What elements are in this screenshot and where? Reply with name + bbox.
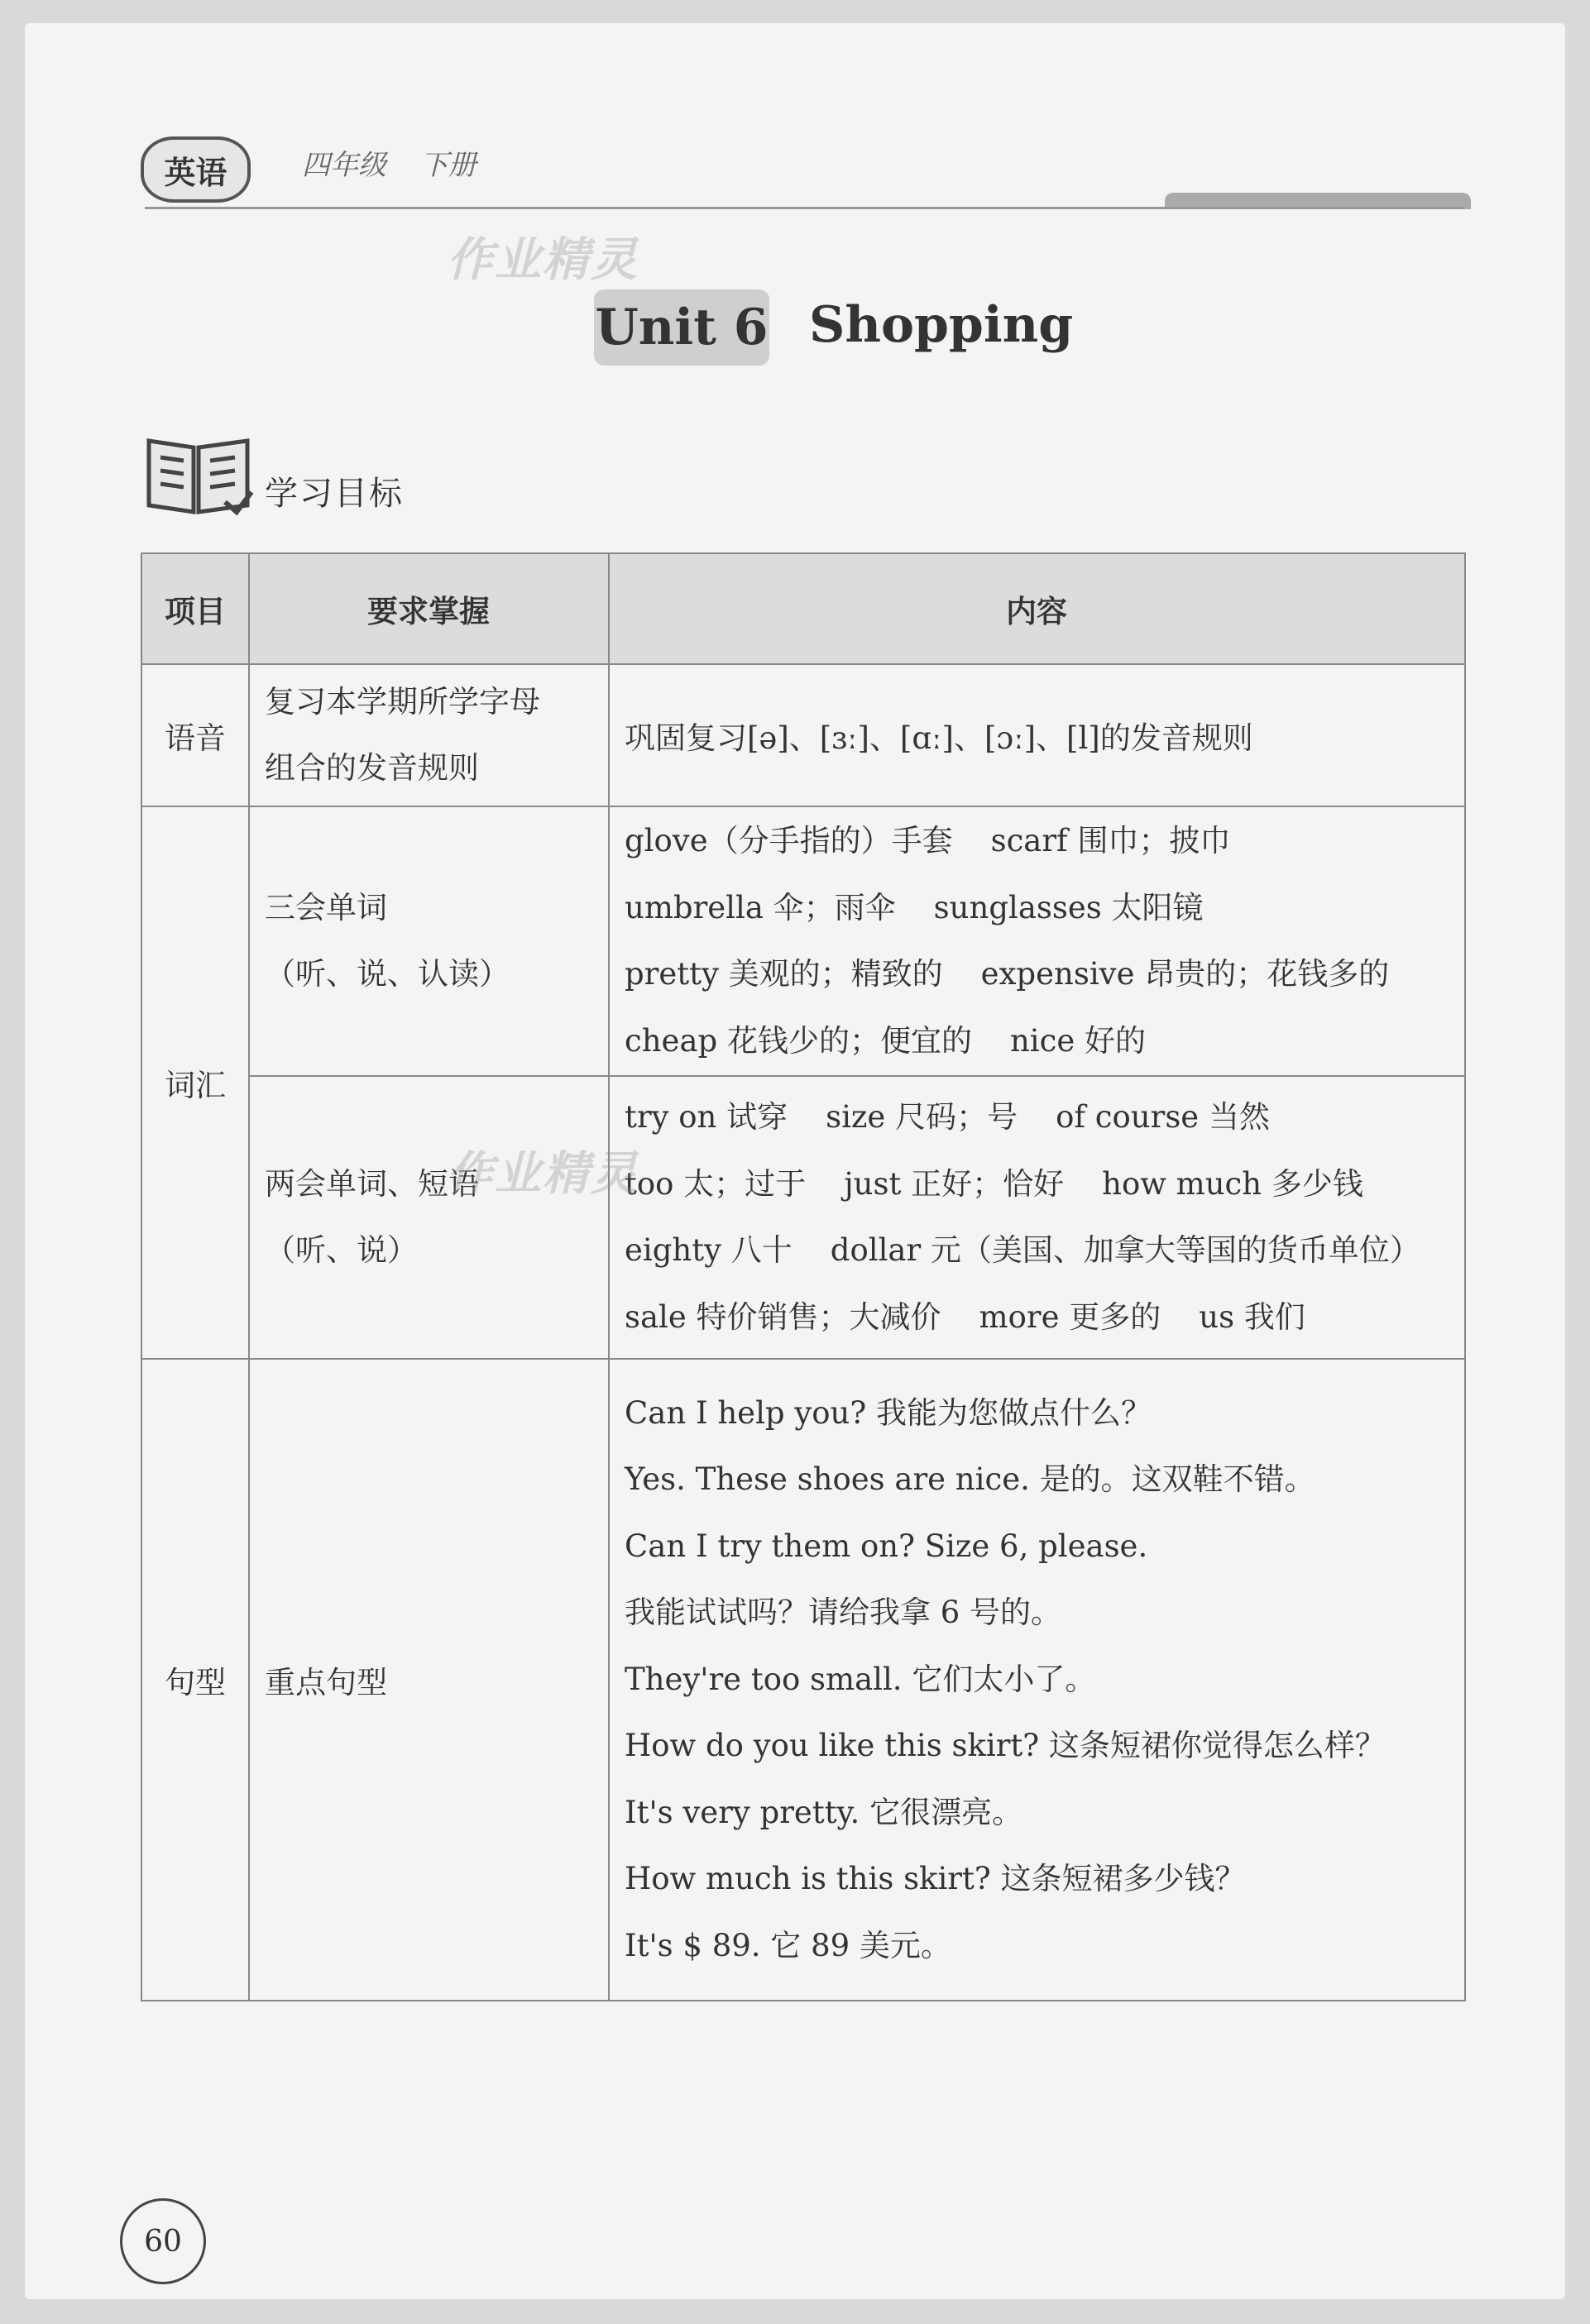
open-book-icon bbox=[142, 426, 254, 517]
row-content: try on 试穿 size 尺码；号 of course 当然 too 太；过于 just 正好；恰好 how much 多少钱 eighty 八十 dollar 元（美国、加拿大等国的货币单位） sale 特价销售；大减价 more 更多的 us 我们 bbox=[609, 1076, 1465, 1359]
table-row-phonics bbox=[141, 664, 1465, 806]
col-header-requirement: 要求掌握 bbox=[249, 553, 609, 664]
table-row-vocab-1 bbox=[141, 806, 1465, 1076]
row-requirement: 两会单词、短语 （听、说） bbox=[249, 1076, 609, 1359]
table-row-vocab-2 bbox=[141, 1076, 1465, 1359]
page-number: 60 bbox=[120, 2198, 206, 2284]
grade-label: 四年级 下册 bbox=[302, 149, 477, 182]
row-content: 巩固复习[ə]、[ɜː]、[ɑː]、[ɔː]、[l]的发音规则 bbox=[609, 664, 1465, 806]
unit-number: Unit 6 bbox=[594, 289, 769, 366]
row-requirement: 复习本学期所学字母 组合的发音规则 bbox=[249, 664, 609, 806]
watermark: 作业精灵 bbox=[447, 1147, 639, 1201]
header-rule bbox=[145, 207, 1464, 209]
row-category: 句型 bbox=[141, 1359, 249, 2001]
col-header-content: 内容 bbox=[609, 553, 1465, 664]
row-content: glove（分手指的）手套 scarf 围巾；披巾 umbrella 伞；雨伞 sunglasses 太阳镜 pretty 美观的；精致的 expensive 昂贵的；花钱多的 cheap 花钱少的；便宜的 nice 好的 bbox=[609, 806, 1465, 1076]
section-title: 学习目标 bbox=[265, 475, 404, 513]
row-content: Can I help you? 我能为您做点什么？ Yes. These shoes are nice. 是的。这双鞋不错。 Can I try them on? Size 6, please. 我能试试吗？请给我拿 6 号的。 They're too small. 它们太小了。 How do you like this skirt? 这条短裙你觉得怎么样？ It's very pretty. 它很漂亮。 How much is this skirt? 这条短裙多少钱？ It's $ 89. 它 89 美元。 bbox=[609, 1359, 1465, 2001]
learning-objectives-table bbox=[141, 552, 1466, 2001]
table-header-row bbox=[141, 553, 1465, 664]
col-header-item: 项目 bbox=[141, 553, 249, 664]
watermark: 作业精灵 bbox=[447, 233, 639, 287]
row-requirement: 三会单词 （听、说、认读） bbox=[249, 806, 609, 1076]
subject-badge: 英语 bbox=[141, 136, 251, 203]
table-row-sentences bbox=[141, 1359, 1465, 2001]
unit-title: Shopping bbox=[809, 296, 1074, 354]
row-category: 词汇 bbox=[141, 806, 249, 1359]
row-category: 语音 bbox=[141, 664, 249, 806]
row-requirement: 重点句型 bbox=[249, 1359, 609, 2001]
